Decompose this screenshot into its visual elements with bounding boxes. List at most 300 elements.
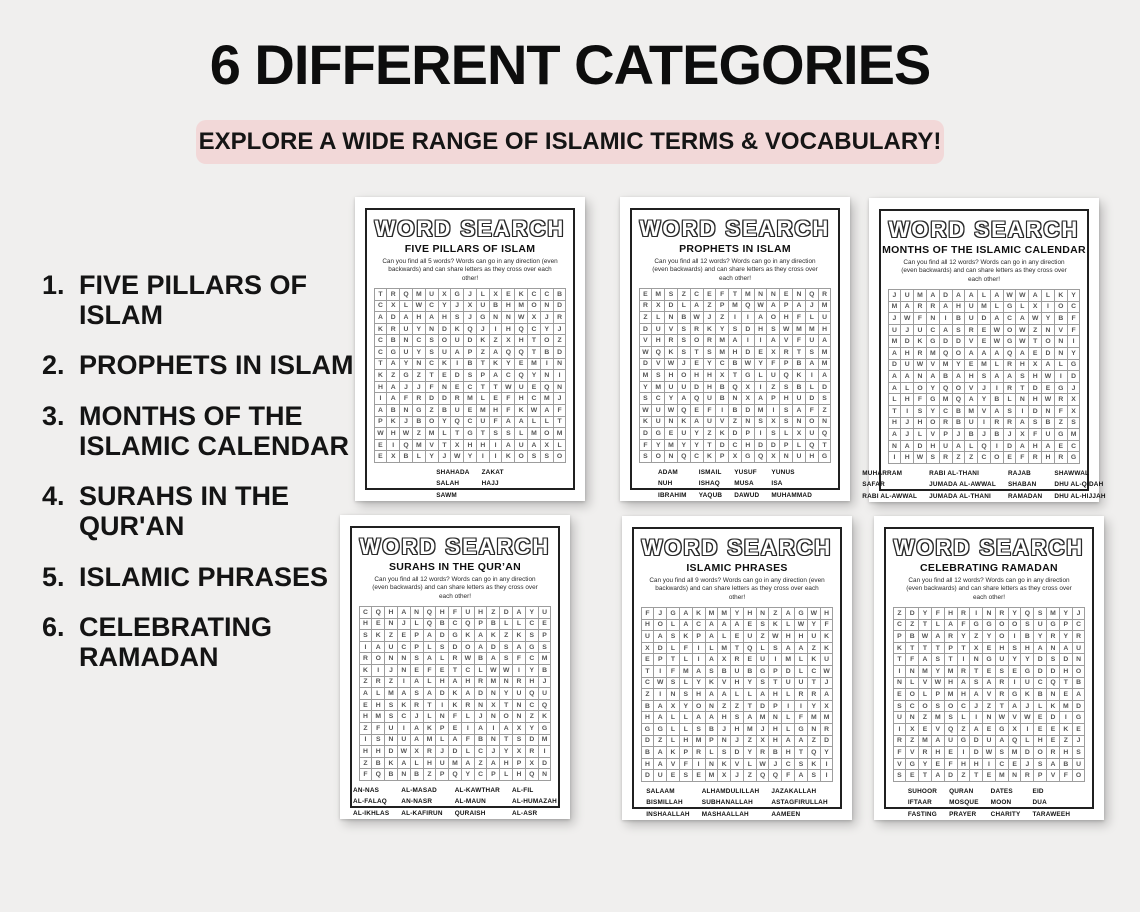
grid-cell: A xyxy=(1029,289,1042,301)
grid-cell: Y xyxy=(525,722,538,734)
grid-cell: W xyxy=(1042,394,1055,406)
grid-cell: D xyxy=(818,381,831,393)
grid-cell: B xyxy=(487,618,500,630)
grid-cell: T xyxy=(793,346,806,358)
grid-cell: K xyxy=(1054,289,1067,301)
grid-cell: K xyxy=(807,758,820,770)
grid-row xyxy=(641,689,833,701)
grid-cell: O xyxy=(805,416,818,428)
grid-cell: P xyxy=(1059,619,1072,631)
grid-cell: R xyxy=(387,288,400,300)
grid-cell: P xyxy=(436,769,449,781)
grid-cell: M xyxy=(919,665,932,677)
grid-cell: A xyxy=(1008,700,1021,712)
grid-cell: U xyxy=(400,346,413,358)
grid-cell: P xyxy=(476,370,489,382)
word-item: DUA xyxy=(1032,799,1047,807)
grid-cell: E xyxy=(538,618,551,630)
grid-cell: V xyxy=(1008,712,1021,724)
grid-cell: H xyxy=(359,746,372,758)
grid-cell: K xyxy=(374,323,387,335)
grid-cell: D xyxy=(914,440,927,452)
grid-cell: F xyxy=(893,747,906,759)
grid-cell: Z xyxy=(359,722,372,734)
grid-cell: W xyxy=(919,631,932,643)
grid-cell: V xyxy=(926,429,939,441)
grid-row xyxy=(359,757,551,769)
grid-cell: N xyxy=(756,607,769,619)
grid-cell: Z xyxy=(743,770,756,782)
grid-cell: N xyxy=(818,416,831,428)
word-item: AL-KAWTHAR xyxy=(454,786,500,794)
grid-cell: O xyxy=(914,382,927,394)
grid-cell: Q xyxy=(729,381,742,393)
grid-cell: U xyxy=(476,416,489,428)
grid-cell: P xyxy=(692,631,705,643)
grid-cell: Y xyxy=(692,677,705,689)
grid-cell: M xyxy=(464,393,477,405)
grid-cell: N xyxy=(754,288,767,300)
grid-cell: Y xyxy=(500,746,513,758)
grid-cell: X xyxy=(540,439,553,451)
grid-cell: T xyxy=(795,747,808,759)
grid-cell: T xyxy=(449,664,462,676)
word-column xyxy=(482,469,504,504)
grid-cell: A xyxy=(359,688,372,700)
grid-cell: N xyxy=(718,735,731,747)
grid-row xyxy=(888,301,1080,313)
grid-cell: B xyxy=(677,312,690,324)
grid-cell: Z xyxy=(919,712,932,724)
grid-cell: W xyxy=(1042,371,1055,383)
grid-cell: A xyxy=(487,653,500,665)
grid-cell: X xyxy=(387,451,400,463)
grid-cell: Y xyxy=(754,358,767,370)
grid-cell: Q xyxy=(400,288,413,300)
word-item: JUMADA AL-AWWAL xyxy=(929,481,996,489)
grid-cell: E xyxy=(665,428,678,440)
grid-row xyxy=(641,631,833,643)
grid-cell: R xyxy=(1003,382,1016,394)
grid-cell: H xyxy=(1042,452,1055,464)
category-number: 3. xyxy=(42,400,65,431)
grid-cell: G xyxy=(652,428,665,440)
grid-cell: N xyxy=(1072,654,1085,666)
word-column xyxy=(702,788,760,823)
grid-cell: F xyxy=(914,313,927,325)
grid-cell: L xyxy=(476,288,489,300)
grid-cell: L xyxy=(474,664,487,676)
grid-cell: L xyxy=(372,688,385,700)
grid-row xyxy=(888,440,1080,452)
grid-cell: A xyxy=(952,440,965,452)
grid-cell: H xyxy=(703,370,716,382)
grid-cell: R xyxy=(1047,747,1060,759)
grid-cell: X xyxy=(1029,301,1042,313)
grid-cell: Y xyxy=(743,677,756,689)
grid-cell: C xyxy=(1003,313,1016,325)
grid-cell: Q xyxy=(525,688,538,700)
word-item: ISA xyxy=(771,480,783,488)
grid-cell: N xyxy=(538,769,551,781)
grid-cell: H xyxy=(438,312,451,324)
grid-cell: Y xyxy=(952,359,965,371)
grid-cell: Q xyxy=(1021,607,1034,619)
grid-cell: I xyxy=(767,404,780,416)
grid-cell: X xyxy=(906,723,919,735)
grid-cell: A xyxy=(970,689,983,701)
grid-cell: H xyxy=(818,323,831,335)
grid-cell: M xyxy=(716,346,729,358)
grid-cell: D xyxy=(906,607,919,619)
grid-cell: F xyxy=(400,393,413,405)
puzzle-instructions: Can you find all 12 words? Words can go in any direction (even backwards) and can share letters as they cross over each other! xyxy=(906,577,1072,601)
grid-cell: K xyxy=(449,699,462,711)
grid-cell: A xyxy=(952,371,965,383)
grid-cell: J xyxy=(412,381,425,393)
grid-cell: F xyxy=(425,381,438,393)
grid-cell: K xyxy=(438,358,451,370)
grid-cell: S xyxy=(914,405,927,417)
grid-cell: O xyxy=(952,382,965,394)
grid-row xyxy=(893,758,1085,770)
category-item-5 xyxy=(42,562,354,592)
grid-cell: M xyxy=(888,336,901,348)
grid-cell: Z xyxy=(487,606,500,618)
grid-cell: T xyxy=(919,642,932,654)
grid-cell: G xyxy=(1008,689,1021,701)
grid-cell: L xyxy=(423,711,436,723)
grid-cell: Y xyxy=(1008,607,1021,619)
grid-cell: I xyxy=(805,370,818,382)
word-column xyxy=(401,787,442,822)
grid-cell: Z xyxy=(476,346,489,358)
grid-cell: J xyxy=(464,288,477,300)
grid-cell: M xyxy=(385,688,398,700)
grid-cell: V xyxy=(965,382,978,394)
grid-cell: C xyxy=(525,653,538,665)
grid-cell: I xyxy=(692,642,705,654)
grid-cell: T xyxy=(995,700,1008,712)
grid-cell: B xyxy=(906,631,919,643)
word-item: EID xyxy=(1032,787,1044,795)
grid-cell: S xyxy=(639,451,652,463)
grid-cell: F xyxy=(793,312,806,324)
grid-cell: I xyxy=(769,654,782,666)
grid-cell: U xyxy=(1072,642,1085,654)
grid-cell: X xyxy=(513,722,526,734)
grid-cell: J xyxy=(769,758,782,770)
grid-cell: F xyxy=(957,619,970,631)
grid-cell: Z xyxy=(423,769,436,781)
grid-cell: A xyxy=(990,405,1003,417)
grid-cell: G xyxy=(1054,429,1067,441)
grid-cell: A xyxy=(423,688,436,700)
grid-row xyxy=(641,735,833,747)
grid-cell: Q xyxy=(978,440,991,452)
grid-cell: K xyxy=(718,758,731,770)
grid-cell: Z xyxy=(965,452,978,464)
grid-cell: Y xyxy=(525,606,538,618)
grid-cell: E xyxy=(489,393,502,405)
grid-cell: C xyxy=(641,677,654,689)
grid-cell: Q xyxy=(805,288,818,300)
grid-cell: I xyxy=(741,335,754,347)
grid-cell: H xyxy=(1059,665,1072,677)
grid-cell: N xyxy=(906,712,919,724)
grid-row xyxy=(639,416,831,428)
grid-row xyxy=(888,336,1080,348)
grid-cell: B xyxy=(474,734,487,746)
grid-cell: K xyxy=(387,416,400,428)
grid-cell: A xyxy=(939,301,952,313)
wordsearch-title: WORD SEARCH xyxy=(374,216,566,241)
grid-cell: D xyxy=(1034,665,1047,677)
grid-cell: Q xyxy=(423,606,436,618)
grid-row xyxy=(639,381,831,393)
grid-cell: D xyxy=(1067,371,1080,383)
grid-cell: M xyxy=(372,711,385,723)
grid-cell: M xyxy=(528,358,541,370)
grid-cell: S xyxy=(718,747,731,759)
grid-cell: N xyxy=(1054,347,1067,359)
grid-cell: C xyxy=(807,665,820,677)
grid-cell: W xyxy=(995,712,1008,724)
grid-cell: A xyxy=(990,289,1003,301)
grid-cell: C xyxy=(906,700,919,712)
grid-cell: L xyxy=(888,394,901,406)
grid-cell: I xyxy=(978,417,991,429)
grid-cell: U xyxy=(1034,619,1047,631)
grid-cell: E xyxy=(667,770,680,782)
grid-cell: V xyxy=(926,359,939,371)
grid-cell: K xyxy=(449,688,462,700)
grid-cell: D xyxy=(729,428,742,440)
wordsearch-title: WORD SEARCH xyxy=(893,535,1085,560)
grid-cell: A xyxy=(767,300,780,312)
grid-cell: S xyxy=(436,641,449,653)
puzzle-page-border xyxy=(365,208,575,499)
grid-cell: Z xyxy=(906,619,919,631)
grid-cell: E xyxy=(374,439,387,451)
grid-cell: V xyxy=(978,405,991,417)
grid-cell: R xyxy=(990,417,1003,429)
grid-cell: F xyxy=(639,439,652,451)
grid-cell: O xyxy=(944,700,957,712)
grid-cell: T xyxy=(807,677,820,689)
grid-cell: H xyxy=(995,642,1008,654)
grid-cell: A xyxy=(461,757,474,769)
grid-cell: M xyxy=(1008,747,1021,759)
grid-cell: J xyxy=(410,711,423,723)
word-column xyxy=(646,788,690,823)
grid-cell: B xyxy=(718,665,731,677)
grid-cell: Q xyxy=(805,439,818,451)
grid-cell: I xyxy=(540,358,553,370)
grid-cell: S xyxy=(767,323,780,335)
grid-cell: P xyxy=(474,618,487,630)
grid-cell: V xyxy=(667,758,680,770)
grid-cell: T xyxy=(374,358,387,370)
grid-row xyxy=(888,347,1080,359)
category-item-4 xyxy=(42,481,354,541)
word-item: ASTAGFIRULLAH xyxy=(771,799,828,807)
grid-cell: B xyxy=(769,747,782,759)
puzzle-page-border xyxy=(884,527,1094,818)
grid-cell: C xyxy=(374,346,387,358)
grid-cell: F xyxy=(906,654,919,666)
grid-cell: U xyxy=(756,654,769,666)
grid-cell: X xyxy=(451,439,464,451)
grid-cell: J xyxy=(397,618,410,630)
grid-cell: U xyxy=(515,381,528,393)
grid-cell: Y xyxy=(425,451,438,463)
grid-cell: A xyxy=(1016,417,1029,429)
grid-cell: W xyxy=(1029,313,1042,325)
grid-cell: A xyxy=(795,770,808,782)
grid-row xyxy=(359,711,551,723)
word-item: AL-MASAD xyxy=(401,786,437,794)
grid-cell: Y xyxy=(677,439,690,451)
grid-cell: H xyxy=(374,381,387,393)
grid-cell: Y xyxy=(743,747,756,759)
grid-cell: D xyxy=(436,630,449,642)
grid-cell: P xyxy=(1034,770,1047,782)
grid-cell: J xyxy=(436,746,449,758)
grid-cell: G xyxy=(818,451,831,463)
grid-cell: U xyxy=(538,606,551,618)
grid-cell: B xyxy=(412,416,425,428)
grid-row xyxy=(888,313,1080,325)
grid-cell: L xyxy=(754,370,767,382)
grid-cell: L xyxy=(476,393,489,405)
grid-cell: K xyxy=(502,451,515,463)
grid-cell: I xyxy=(374,393,387,405)
grid-cell: E xyxy=(1047,735,1060,747)
grid-cell: F xyxy=(449,606,462,618)
grid-cell: H xyxy=(423,757,436,769)
puzzle-instructions: Can you find all 12 words? Words can go in any direction (even backwards) and can share letters as they cross over each other! xyxy=(901,259,1067,283)
grid-cell: E xyxy=(978,324,991,336)
grid-cell: S xyxy=(893,700,906,712)
grid-row xyxy=(359,699,551,711)
word-item: YUSUF xyxy=(734,468,757,476)
grid-cell: L xyxy=(780,428,793,440)
grid-cell: Z xyxy=(489,335,502,347)
grid-row xyxy=(374,323,566,335)
grid-cell: M xyxy=(995,770,1008,782)
grid-cell: L xyxy=(990,301,1003,313)
grid-cell: E xyxy=(1059,689,1072,701)
grid-cell: G xyxy=(1054,382,1067,394)
grid-cell: Q xyxy=(515,346,528,358)
grid-cell: N xyxy=(1054,336,1067,348)
grid-cell: W xyxy=(807,607,820,619)
grid-cell: W xyxy=(754,300,767,312)
word-item: NUH xyxy=(657,480,673,488)
grid-cell: G xyxy=(926,336,939,348)
grid-cell: A xyxy=(990,313,1003,325)
grid-cell: C xyxy=(926,324,939,336)
grid-cell: Z xyxy=(425,404,438,416)
grid-cell: E xyxy=(931,758,944,770)
grid-cell: D xyxy=(665,300,678,312)
grid-cell: I xyxy=(1067,336,1080,348)
grid-cell: O xyxy=(692,700,705,712)
grid-cell: I xyxy=(820,758,833,770)
grid-cell: I xyxy=(461,722,474,734)
grid-cell: F xyxy=(513,653,526,665)
grid-cell: D xyxy=(1047,712,1060,724)
grid-cell: E xyxy=(919,723,932,735)
grid-cell: Q xyxy=(538,699,551,711)
grid-cell: I xyxy=(489,451,502,463)
grid-cell: N xyxy=(1008,770,1021,782)
grid-cell: Z xyxy=(703,300,716,312)
grid-cell: H xyxy=(502,323,515,335)
word-item: CHARITY xyxy=(990,810,1021,818)
grid-cell: F xyxy=(1059,770,1072,782)
grid-cell: H xyxy=(489,404,502,416)
grid-cell: P xyxy=(931,689,944,701)
grid-cell: R xyxy=(780,346,793,358)
grid-cell: M xyxy=(540,393,553,405)
grid-cell: B xyxy=(729,404,742,416)
grid-cell: Q xyxy=(690,393,703,405)
grid-cell: W xyxy=(515,312,528,324)
grid-cell: K xyxy=(639,416,652,428)
grid-cell: D xyxy=(1029,382,1042,394)
grid-cell: V xyxy=(425,439,438,451)
grid-cell: A xyxy=(718,689,731,701)
grid-cell: N xyxy=(513,711,526,723)
grid-cell: W xyxy=(1016,324,1029,336)
grid-row xyxy=(374,358,566,370)
grid-cell: U xyxy=(436,757,449,769)
grid-cell: K xyxy=(807,654,820,666)
grid-cell: T xyxy=(500,734,513,746)
grid-cell: K xyxy=(769,619,782,631)
grid-cell: H xyxy=(820,607,833,619)
grid-cell: E xyxy=(965,359,978,371)
grid-cell: M xyxy=(754,404,767,416)
grid-row xyxy=(374,439,566,451)
grid-cell: Y xyxy=(703,358,716,370)
grid-cell: I xyxy=(957,654,970,666)
grid-cell: L xyxy=(679,654,692,666)
grid-cell: B xyxy=(952,405,965,417)
grid-cell: R xyxy=(1072,631,1085,643)
grid-cell: S xyxy=(502,428,515,440)
grid-cell: H xyxy=(931,747,944,759)
letter-grid xyxy=(641,607,834,782)
grid-cell: R xyxy=(423,746,436,758)
grid-cell: J xyxy=(1021,700,1034,712)
grid-cell: W xyxy=(990,336,1003,348)
grid-cell: I xyxy=(741,312,754,324)
grid-cell: R xyxy=(474,676,487,688)
grid-cell: X xyxy=(487,699,500,711)
grid-cell: S xyxy=(1067,417,1080,429)
grid-cell: Y xyxy=(1059,607,1072,619)
grid-cell: L xyxy=(515,428,528,440)
grid-cell: Z xyxy=(983,700,996,712)
grid-cell: Z xyxy=(729,416,742,428)
grid-cell: R xyxy=(995,607,1008,619)
grid-cell: H xyxy=(782,747,795,759)
grid-cell: A xyxy=(500,722,513,734)
word-list xyxy=(371,469,569,504)
